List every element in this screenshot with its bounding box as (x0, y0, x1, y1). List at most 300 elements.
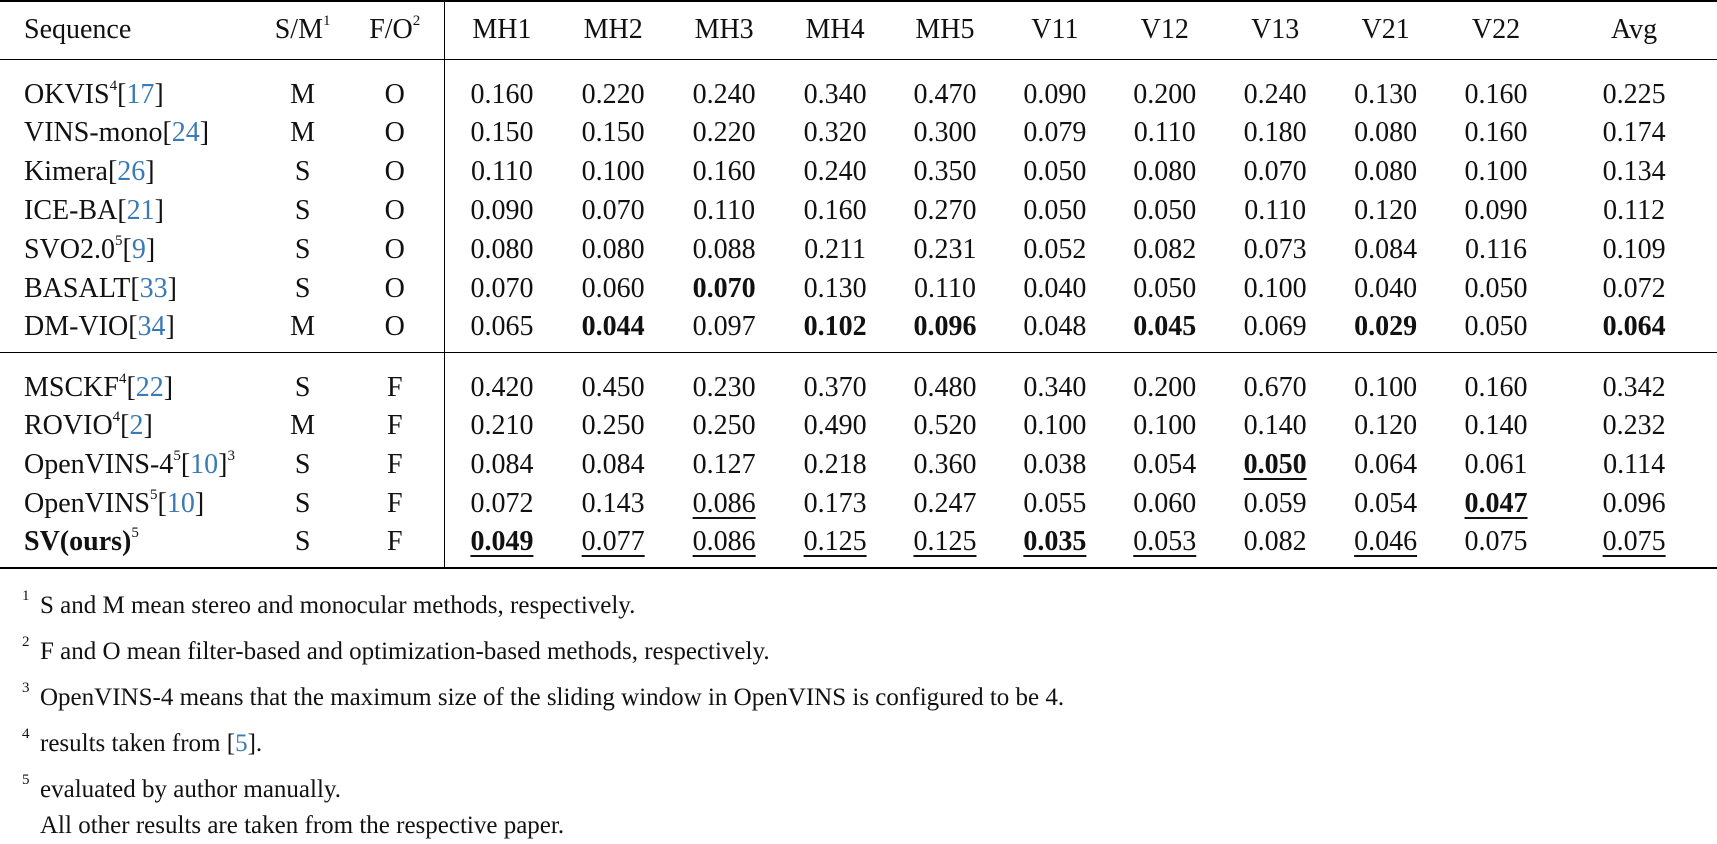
value-cell (1551, 270, 1717, 309)
value-cell (890, 153, 1000, 192)
citation-link: 5 (235, 730, 248, 757)
value-cell (1441, 353, 1551, 408)
table-footnotes (22, 578, 1064, 844)
value: 0.050 (1023, 156, 1087, 188)
value: 0.080 (1354, 156, 1418, 188)
value: 0.470 (913, 78, 977, 110)
value: 0.040 (1354, 273, 1418, 305)
filter-opt-cell: F (345, 485, 445, 524)
value-cell (890, 192, 1000, 231)
bracket: ] (194, 488, 205, 520)
value-cell (1110, 231, 1220, 270)
value: 0.059 (1243, 488, 1307, 520)
value: 0.114 (1603, 449, 1666, 481)
value-cell (668, 192, 781, 231)
value: 0.050 (1243, 449, 1307, 481)
value: 0.220 (581, 78, 645, 110)
filter-opt-cell: F (345, 407, 445, 446)
value-cell (559, 524, 668, 568)
value-cell (1110, 407, 1220, 446)
bracket: [ (122, 234, 132, 266)
column-header-label: V13 (1251, 14, 1300, 46)
filter-opt-cell: O (345, 270, 445, 309)
value-cell (668, 485, 781, 524)
footnote-mark: 4 (22, 726, 30, 742)
column-header-label: Avg (1611, 14, 1658, 46)
value: 0.053 (1133, 526, 1197, 558)
value-cell (1441, 446, 1551, 485)
value-cell (559, 60, 668, 115)
value-cell (1330, 524, 1440, 568)
value-cell (1000, 353, 1109, 408)
value: 0.250 (581, 410, 645, 442)
value: 0.240 (692, 78, 756, 110)
value-cell (1000, 192, 1109, 231)
value: 0.048 (1023, 311, 1087, 343)
footnote-mark: 5 (115, 233, 123, 250)
footnote (22, 670, 1064, 716)
value: 0.049 (470, 526, 534, 558)
value: 0.069 (1243, 311, 1307, 343)
value-cell (1330, 231, 1440, 270)
value-cell (1110, 270, 1220, 309)
value-cell (1110, 485, 1220, 524)
value: 0.140 (1464, 410, 1528, 442)
value-cell (1441, 270, 1551, 309)
bracket: [ (128, 311, 138, 343)
value: 0.110 (1244, 195, 1307, 227)
bracket: [ (130, 273, 140, 305)
value-cell (559, 446, 668, 485)
citation-link: 33 (139, 273, 168, 305)
value: 0.300 (913, 117, 977, 149)
value-cell (668, 270, 781, 309)
footnote-mark: 3 (22, 680, 30, 696)
citation-link: 26 (117, 156, 146, 188)
value-cell (559, 353, 668, 408)
citation-link: 17 (126, 78, 155, 110)
value-cell (559, 192, 668, 231)
column-header-label: Sequence (24, 14, 132, 46)
bracket: [ (180, 449, 191, 481)
bracket: [ (107, 156, 118, 188)
value: 0.084 (470, 449, 534, 481)
value: 0.143 (581, 488, 645, 520)
value-cell (1110, 353, 1220, 408)
stereo-mono-cell: S (294, 273, 311, 305)
value-cell (890, 309, 1000, 353)
value: 0.077 (581, 526, 645, 558)
value-cell (1110, 446, 1220, 485)
method-name: BASALT (24, 273, 131, 305)
filter-opt-cell: F (345, 353, 445, 408)
value: 0.112 (1603, 195, 1666, 227)
value: 0.110 (1133, 117, 1196, 149)
value-cell (668, 60, 781, 115)
value-cell (780, 309, 889, 353)
bracket: ] (145, 234, 156, 266)
value-cell (1551, 407, 1717, 446)
value: 0.450 (581, 371, 645, 403)
stereo-mono-cell: S (294, 234, 311, 266)
method-name: VINS-mono (24, 117, 163, 149)
value-cell (668, 153, 781, 192)
value: 0.055 (1023, 488, 1087, 520)
column-header-label: MH1 (472, 14, 532, 46)
footnote-mark: 4 (109, 77, 118, 94)
value-cell (668, 524, 781, 568)
column-header-label: V22 (1471, 14, 1521, 46)
method-name: MSCKF (24, 371, 119, 403)
method-cell (0, 153, 260, 192)
value-cell (1220, 353, 1330, 408)
table-row (0, 524, 1717, 568)
value: 0.240 (803, 156, 867, 188)
column-header (668, 1, 781, 60)
footnote-mark: 4 (118, 370, 127, 387)
value: 0.160 (1464, 78, 1528, 110)
value: 0.247 (913, 488, 977, 520)
footnote-text: results taken from [ (40, 730, 236, 757)
value: 0.080 (470, 234, 534, 266)
value-cell (890, 524, 1000, 568)
column-header (780, 1, 889, 60)
footnote-mark: 3 (227, 448, 235, 465)
value-cell (1330, 446, 1440, 485)
value: 0.070 (581, 195, 645, 227)
footnote (22, 624, 1064, 670)
value-cell (780, 192, 889, 231)
value-cell (1441, 309, 1551, 353)
bracket: ] (143, 410, 153, 442)
column-header (445, 1, 559, 60)
value-cell (1220, 192, 1330, 231)
header-row (0, 1, 1717, 60)
value-cell (1441, 60, 1551, 115)
value: 0.160 (803, 195, 867, 227)
footnote (22, 716, 1064, 762)
table-header (0, 1, 1717, 60)
value: 0.110 (693, 195, 756, 227)
table-row (0, 309, 1717, 353)
value-cell (1110, 114, 1220, 153)
method-cell (0, 309, 260, 353)
bracket: ] (165, 311, 175, 343)
value: 0.084 (581, 449, 645, 481)
footnote-text-tail: ]. (247, 730, 263, 757)
value: 0.060 (581, 273, 645, 305)
footnote-mark: 4 (112, 409, 121, 426)
value: 0.130 (1354, 78, 1418, 110)
filter-opt-cell: F (345, 446, 445, 485)
value-cell (1330, 485, 1440, 524)
citation-link: 24 (171, 117, 200, 149)
value: 0.340 (1023, 371, 1087, 403)
value: 0.211 (804, 234, 867, 266)
bracket: ] (199, 117, 210, 149)
bracket: ] (163, 371, 174, 403)
column-header-label: MH2 (583, 14, 643, 46)
value: 0.130 (803, 273, 867, 305)
value: 0.050 (1133, 195, 1197, 227)
value: 0.490 (803, 410, 867, 442)
stereo-mono-cell: M (290, 311, 316, 343)
value-cell (780, 60, 889, 115)
value-cell (890, 446, 1000, 485)
stereo-mono-cell: M (290, 117, 316, 149)
value: 0.072 (1602, 273, 1666, 305)
value-cell (1551, 60, 1717, 115)
value-cell (1110, 524, 1220, 568)
citation-link: 34 (137, 311, 166, 343)
value: 0.090 (1023, 78, 1087, 110)
column-header-label: S/M (274, 14, 323, 46)
value-cell (1441, 153, 1551, 192)
value: 0.064 (1602, 311, 1666, 343)
value-cell (1551, 524, 1717, 568)
value: 0.100 (1133, 410, 1197, 442)
value: 0.090 (1464, 195, 1528, 227)
value-cell (1000, 114, 1109, 153)
value: 0.420 (470, 371, 534, 403)
value: 0.054 (1133, 449, 1197, 481)
value-cell (1551, 192, 1717, 231)
filter-opt-cell: O (345, 231, 445, 270)
value: 0.160 (1464, 371, 1528, 403)
value-cell (780, 524, 889, 568)
column-header (1441, 1, 1551, 60)
value: 0.173 (803, 488, 867, 520)
value-cell (668, 353, 781, 408)
value: 0.160 (1464, 117, 1528, 149)
column-header-label: MH3 (694, 14, 754, 46)
column-header (890, 1, 1000, 60)
value-cell (445, 309, 559, 353)
value-cell (780, 270, 889, 309)
citation-link: 21 (126, 195, 155, 227)
value: 0.160 (692, 156, 756, 188)
value-cell (1220, 231, 1330, 270)
value: 0.370 (803, 371, 867, 403)
value: 0.670 (1243, 371, 1307, 403)
column-header-label: V21 (1361, 14, 1410, 46)
value: 0.054 (1354, 488, 1418, 520)
value: 0.061 (1464, 449, 1528, 481)
value: 0.086 (692, 488, 756, 520)
value: 0.044 (581, 311, 645, 343)
column-header-label: F/O (369, 14, 413, 46)
value-cell (445, 153, 559, 192)
value: 0.079 (1023, 117, 1087, 149)
value-cell (1330, 114, 1440, 153)
stereo-mono-cell: S (294, 371, 311, 403)
value: 0.064 (1354, 449, 1418, 481)
value-cell (445, 485, 559, 524)
value: 0.097 (692, 311, 756, 343)
value: 0.100 (581, 156, 645, 188)
method-name: OpenVINS-4 (24, 449, 174, 481)
bracket: [ (117, 78, 127, 110)
value-cell (1220, 446, 1330, 485)
value: 0.070 (692, 273, 756, 305)
method-cell (0, 231, 260, 270)
value: 0.134 (1602, 156, 1666, 188)
value-cell (1551, 309, 1717, 353)
value-cell (559, 309, 668, 353)
method-cell (0, 446, 260, 485)
value: 0.200 (1133, 371, 1197, 403)
value: 0.050 (1133, 273, 1197, 305)
value: 0.320 (803, 117, 867, 149)
value: 0.080 (1354, 117, 1418, 149)
column-header (0, 1, 260, 60)
value-cell (780, 407, 889, 446)
value-cell (559, 231, 668, 270)
value-cell (1330, 407, 1440, 446)
value-cell (1441, 524, 1551, 568)
table-row (0, 60, 1717, 115)
value: 0.360 (913, 449, 977, 481)
bracket: [ (120, 410, 130, 442)
value-cell (1220, 524, 1330, 568)
value-cell (1441, 407, 1551, 446)
value-cell (1110, 153, 1220, 192)
value: 0.080 (1133, 156, 1197, 188)
method-name: Kimera (24, 156, 108, 188)
value-cell (890, 353, 1000, 408)
table-row (0, 114, 1717, 153)
value-cell (668, 114, 781, 153)
bracket: [ (126, 371, 136, 403)
value-cell (1551, 485, 1717, 524)
method-cell (0, 192, 260, 231)
table-row (0, 485, 1717, 524)
value: 0.100 (1354, 371, 1418, 403)
filter-opt-cell: F (345, 524, 445, 568)
method-cell (0, 407, 260, 446)
table-row (0, 231, 1717, 270)
bracket: ] (218, 449, 228, 481)
stereo-mono-cell: S (294, 449, 311, 481)
value-cell (1000, 524, 1109, 568)
value-cell (1551, 231, 1717, 270)
value: 0.050 (1023, 195, 1087, 227)
value: 0.232 (1602, 410, 1666, 442)
value: 0.096 (1602, 488, 1666, 520)
value: 0.220 (692, 117, 756, 149)
value: 0.180 (1243, 117, 1307, 149)
stereo-mono-cell: M (290, 78, 316, 110)
value: 0.200 (1133, 78, 1197, 110)
value: 0.070 (1243, 156, 1307, 188)
value-cell (1000, 153, 1109, 192)
value-cell (445, 192, 559, 231)
footnote (22, 762, 1064, 808)
bracket: ] (145, 156, 155, 188)
value: 0.096 (913, 311, 977, 343)
footnote-mark: 5 (150, 487, 158, 504)
value-cell (890, 231, 1000, 270)
table-row (0, 353, 1717, 408)
value-cell (1220, 407, 1330, 446)
method-name: SV(ours) (24, 526, 132, 558)
value-cell (1551, 446, 1717, 485)
value-cell (1000, 407, 1109, 446)
value-cell (559, 114, 668, 153)
method-cell (0, 353, 260, 408)
value-cell (780, 446, 889, 485)
column-header-label: V12 (1140, 14, 1189, 46)
value: 0.047 (1464, 488, 1528, 520)
value-cell (780, 231, 889, 270)
value: 0.040 (1023, 273, 1087, 305)
value-cell (890, 114, 1000, 153)
value-cell (1220, 485, 1330, 524)
value-cell (559, 485, 668, 524)
value: 0.090 (470, 195, 534, 227)
method-name: SVO2.0 (24, 234, 116, 266)
value: 0.088 (692, 234, 756, 266)
filter-opt-cell: O (345, 153, 445, 192)
bracket: [ (117, 195, 127, 227)
value: 0.035 (1023, 526, 1087, 558)
value-cell (445, 353, 559, 408)
value-cell (445, 524, 559, 568)
value-cell (1551, 353, 1717, 408)
footnote-mark: 5 (22, 772, 30, 788)
value: 0.073 (1243, 234, 1307, 266)
value: 0.029 (1354, 311, 1418, 343)
value-cell (1220, 153, 1330, 192)
value: 0.125 (803, 526, 867, 558)
value-cell (1551, 153, 1717, 192)
stereo-mono-cell: S (294, 526, 311, 558)
value-cell (1330, 353, 1440, 408)
value-cell (1000, 60, 1109, 115)
value-cell (1220, 309, 1330, 353)
value-cell (668, 231, 781, 270)
value: 0.075 (1602, 526, 1666, 558)
value: 0.340 (803, 78, 867, 110)
value: 0.520 (913, 410, 977, 442)
value-cell (1000, 446, 1109, 485)
citation-link: 2 (129, 410, 144, 442)
method-name: ROVIO (24, 410, 113, 442)
stereo-mono-cell: S (294, 488, 311, 520)
value-cell (1441, 231, 1551, 270)
filter-opt-cell: O (345, 309, 445, 353)
footnote-mark: 1 (22, 588, 30, 604)
value-cell (1000, 309, 1109, 353)
value-cell (559, 407, 668, 446)
value: 0.120 (1354, 195, 1418, 227)
value: 0.250 (692, 410, 756, 442)
method-name: DM-VIO (24, 311, 129, 343)
value: 0.052 (1023, 234, 1087, 266)
value-cell (780, 485, 889, 524)
footnote-text: All other results are taken from the respective paper. (40, 812, 565, 839)
value: 0.210 (470, 410, 534, 442)
value: 0.050 (1464, 311, 1528, 343)
footnote-mark: 5 (173, 448, 181, 465)
method-cell (0, 270, 260, 309)
value: 0.127 (692, 449, 756, 481)
footnote (22, 808, 1064, 844)
bracket: [ (162, 117, 172, 149)
value-cell (445, 231, 559, 270)
value-cell (780, 114, 889, 153)
method-name: OpenVINS (24, 488, 150, 520)
